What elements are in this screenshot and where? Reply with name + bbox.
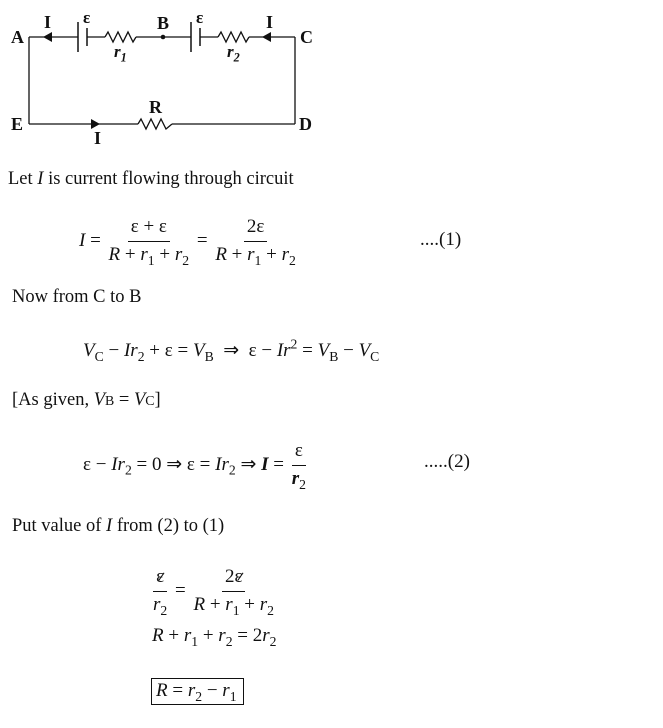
- current-label-bottom: I: [94, 128, 102, 148]
- fraction-2: $\frac{2\varepsilon}{R + r_1 + r_2}$: [215, 216, 296, 268]
- equation-1-tag: ....(1): [420, 229, 462, 250]
- node-label-e: E: [11, 114, 24, 134]
- equation-2: $\varepsilon - Ir_2 = 0$ ⇒ $\varepsilon = Ir_2$ ⇒ I = $\frac{\varepsilon}{r_2}$: [83, 441, 309, 490]
- emf-label-2: ε: [196, 8, 204, 27]
- intro-text: Let I is current flowing through circuit: [8, 169, 294, 189]
- current-label-top-right: I: [266, 12, 274, 32]
- emf-label-1: ε: [83, 8, 91, 27]
- node-label-d: D: [299, 114, 312, 134]
- equation-4: $R + r_1 + r_2 = 2r_2$: [152, 625, 277, 649]
- resistor-r-label: R: [149, 97, 162, 117]
- r2-label: $r_2$: [227, 42, 240, 65]
- current-arrow-left-2: [262, 32, 271, 42]
- fraction-eps-over-r2: $\frac{\varepsilon}{r_2}$: [291, 440, 306, 492]
- current-label-top-left: I: [44, 12, 52, 32]
- given-condition: [As given, VB = VC]: [12, 390, 161, 410]
- current-arrow-left: [43, 32, 52, 42]
- circuit-diagram: [0, 0, 330, 150]
- equation-kvl: $V_C - Ir_2 + \varepsilon = V_B$ ⇒ $\varepsilon - Ir^2 = V_B - V_C$: [83, 336, 380, 364]
- fraction-1: $\frac{\varepsilon + \varepsilon}{R + r_1 + r_2}$: [108, 216, 190, 268]
- fraction-cancelled-left: $\frac{\varepsilon}{r_2}$: [153, 566, 168, 618]
- r1-label: $r_1$: [114, 42, 127, 65]
- equation-3: $\frac{\varepsilon}{r_2}$ = $\frac{2\varepsilon}{R + r_1 + r_2}$: [150, 567, 277, 616]
- step-text-c-to-b: Now from C to B: [12, 287, 142, 307]
- node-label-a: A: [11, 27, 24, 47]
- final-result-box: $R = r_2 - r_1$: [151, 678, 244, 705]
- equation-1: I = $\frac{\varepsilon + \varepsilon}{R + r_1 + r_2}$ = $\frac{2\varepsilon}{R + r_1 + r_2}$: [79, 217, 299, 266]
- fraction-cancelled-right: $\frac{2\varepsilon}{R + r_1 + r_2}$: [193, 566, 275, 618]
- node-label-b: B: [157, 13, 170, 33]
- node-label-c: C: [300, 27, 313, 47]
- equation-2-tag: .....(2): [424, 451, 470, 472]
- step-text-substitute: Put value of I from (2) to (1): [12, 516, 225, 536]
